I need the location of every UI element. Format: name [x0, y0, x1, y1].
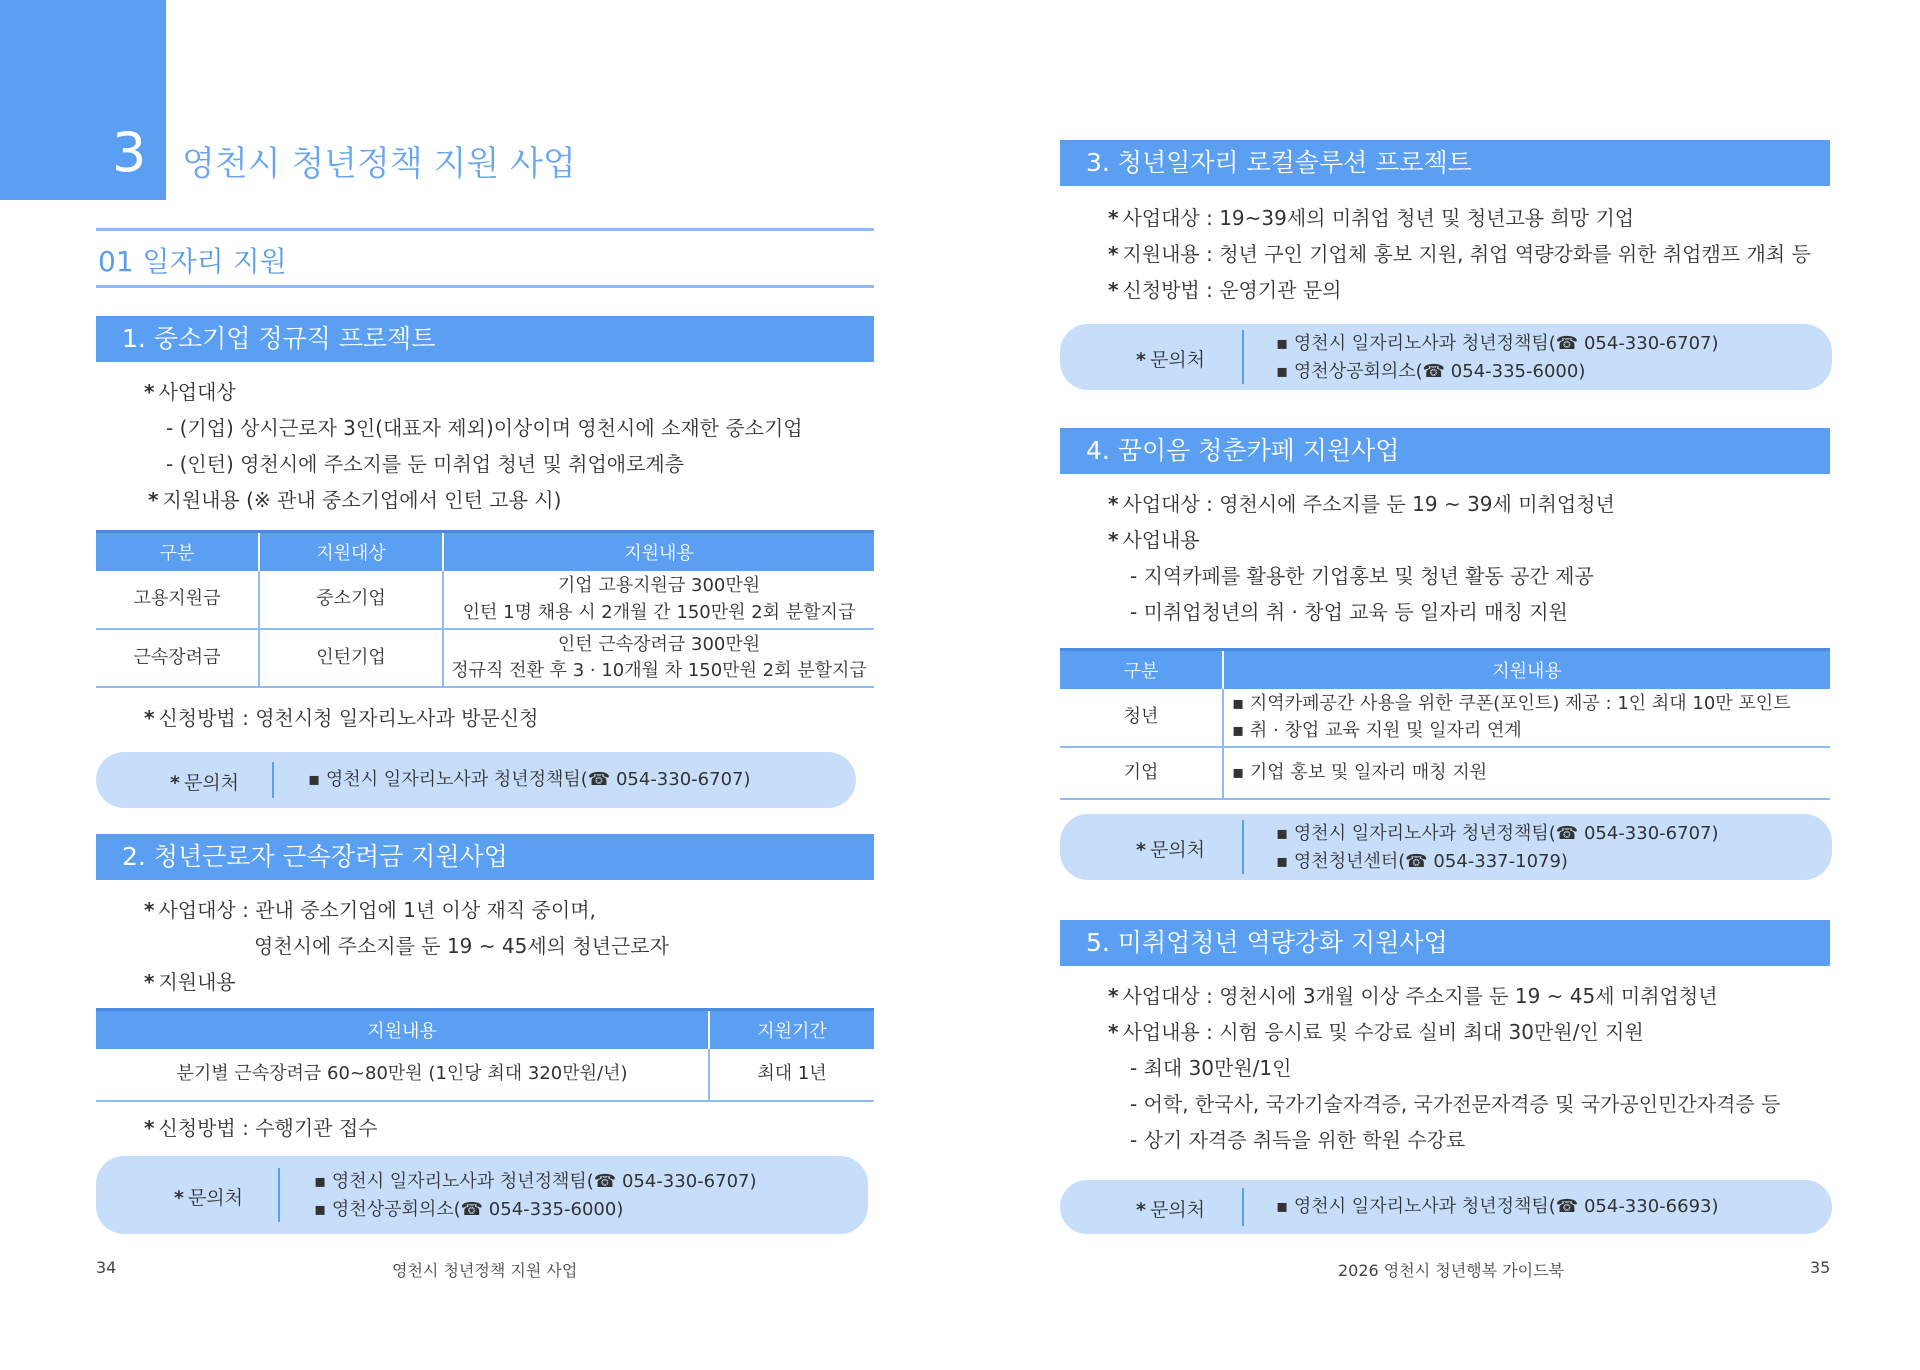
chapter-title: 영천시 청년정책 지원 사업	[182, 144, 576, 184]
table-cell: ▪ 기업 홍보 및 일자리 매칭 지원	[1223, 747, 1830, 799]
divider	[278, 1168, 280, 1222]
table-header: 지원기간	[709, 1010, 874, 1050]
contact-info: ▪ 영천시 일자리노사과 청년정책팀(☎ 054-330-6707) ▪ 영천상공회의소(☎ 054-335-6000)	[314, 1171, 757, 1220]
table-cell: 최대 1년	[709, 1049, 874, 1101]
chapter-number: 3	[112, 121, 147, 184]
contact-info: ▪ 영천시 일자리노사과 청년정책팀(☎ 054-330-6707) ▪ 영천상공회의소(☎ 054-335-6000)	[1276, 333, 1719, 382]
table-row	[1060, 689, 1830, 747]
contact-label: * 문의처	[174, 1187, 243, 1209]
contact-box	[96, 752, 856, 808]
table-header: 구분	[96, 532, 259, 572]
asterisk-icon: *	[144, 380, 155, 404]
asterisk-icon: *	[144, 898, 155, 922]
page-number: 35	[1810, 1258, 1831, 1277]
list-item: - 미취업청년의 취 · 창업 교육 등 일자리 매칭 지원	[1130, 600, 1568, 624]
asterisk-icon: *	[1108, 528, 1119, 552]
table-cell: 중소기업	[259, 571, 443, 629]
list-item: * 사업대상 : 영천시에 3개월 이상 주소지를 둔 19 ~ 45세 미취업청년	[1108, 984, 1718, 1008]
asterisk-icon: *	[1108, 984, 1119, 1008]
table-header: 지원대상	[259, 532, 443, 572]
contact-info: ▪ 영천시 일자리노사과 청년정책팀(☎ 054-330-6707)	[308, 769, 751, 790]
divider	[96, 285, 874, 288]
contact-info: ▪ 영천시 일자리노사과 청년정책팀(☎ 054-330-6693)	[1276, 1196, 1719, 1217]
list-item: * 신청방법 : 운영기관 문의	[1108, 278, 1342, 302]
table-header: 지원내용	[96, 1010, 709, 1050]
contact-box	[96, 1156, 868, 1234]
list-item: * 신청방법 : 수행기관 접수	[144, 1116, 378, 1140]
table-header: 구분	[1060, 650, 1223, 690]
table-cell: 기업 고용지원금 300만원 인턴 1명 채용 시 2개월 간 150만원 2회 분할지급	[443, 571, 874, 629]
list-item: - 상기 자격증 취득을 위한 학원 수강료	[1130, 1128, 1466, 1152]
subtitle: 01 일자리 지원	[98, 245, 287, 278]
contact-info: ▪ 영천시 일자리노사과 청년정책팀(☎ 054-330-6707) ▪ 영천청년센터(☎ 054-337-1079)	[1276, 823, 1719, 872]
list-item: * 사업내용	[1108, 528, 1200, 552]
asterisk-icon: *	[144, 970, 155, 994]
contact-box	[1060, 324, 1832, 390]
divider	[96, 228, 874, 231]
asterisk-icon: *	[148, 488, 159, 512]
list-item: * 지원내용	[144, 970, 236, 994]
table-header: 지원내용	[1223, 650, 1830, 690]
table-row	[96, 571, 874, 629]
list-item: - 어학, 한국사, 국가기술자격증, 국가전문자격증 및 국가공인민간자격증 등	[1130, 1092, 1781, 1116]
table-row	[96, 629, 874, 687]
table-row	[1060, 747, 1830, 799]
list-item: * 사업대상 : 관내 중소기업에 1년 이상 재직 중이며,	[144, 898, 596, 922]
section-3-title: 3. 청년일자리 로컬솔루션 프로젝트	[1060, 140, 1830, 186]
table-cell: 청년	[1060, 689, 1223, 747]
list-item: - 지역카페를 활용한 기업홍보 및 청년 활동 공간 제공	[1130, 564, 1594, 588]
support-table-2	[96, 1008, 874, 1102]
list-item: * 사업대상	[144, 380, 236, 404]
section-2-title: 2. 청년근로자 근속장려금 지원사업	[96, 834, 874, 880]
list-item: * 신청방법 : 영천시청 일자리노사과 방문신청	[144, 706, 539, 730]
asterisk-icon: *	[144, 1116, 155, 1140]
asterisk-icon: *	[144, 706, 155, 730]
list-item: - 최대 30만원/1인	[1130, 1056, 1292, 1080]
section-4-title: 4. 꿈이음 청춘카페 지원사업	[1060, 428, 1830, 474]
divider	[1242, 1188, 1244, 1226]
asterisk-icon: *	[1108, 1020, 1119, 1044]
list-item: * 사업내용 : 시험 응시료 및 수강료 실비 최대 30만원/인 지원	[1108, 1020, 1644, 1044]
support-table-4	[1060, 648, 1830, 800]
asterisk-icon: *	[1108, 206, 1119, 230]
footer-text: 2026 영천시 청년행복 가이드북	[1338, 1261, 1564, 1280]
list-item: * 지원내용 : 청년 구인 기업체 홍보 지원, 취업 역량강화를 위한 취업캠프 개최 등	[1108, 242, 1811, 266]
asterisk-icon: *	[1108, 278, 1119, 302]
list-item: * 사업대상 : 영천시에 주소지를 둔 19 ~ 39세 미취업청년	[1108, 492, 1615, 516]
contact-label: * 문의처	[1136, 839, 1205, 861]
table-cell: 인턴기업	[259, 629, 443, 687]
contact-box	[1060, 814, 1832, 880]
contact-label: * 문의처	[1136, 1199, 1205, 1221]
list-item: 영천시에 주소지를 둔 19 ~ 45세의 청년근로자	[254, 934, 669, 958]
list-item: * 지원내용 (※ 관내 중소기업에서 인턴 고용 시)	[148, 488, 562, 512]
list-item: - (인턴) 영천시에 주소지를 둔 미취업 청년 및 취업애로계층	[166, 452, 685, 476]
table-cell: 기업	[1060, 747, 1223, 799]
table-cell: ▪ 지역카페공간 사용을 위한 쿠폰(포인트) 제공 : 1인 최대 10만 포인트 ▪ 취 · 창업 교육 지원 및 일자리 연계	[1223, 689, 1830, 747]
table-row	[96, 1049, 874, 1101]
contact-box	[1060, 1180, 1832, 1234]
section-5-title: 5. 미취업청년 역량강화 지원사업	[1060, 920, 1830, 966]
divider	[272, 762, 274, 798]
table-cell: 고용지원금	[96, 571, 259, 629]
divider	[1242, 330, 1244, 384]
table-cell: 인턴 근속장려금 300만원 정규직 전환 후 3 · 10개월 차 150만원 2회 분할지급	[443, 629, 874, 687]
contact-label: * 문의처	[170, 772, 239, 794]
section-1-title: 1. 중소기업 정규직 프로젝트	[96, 316, 874, 362]
asterisk-icon: *	[1108, 242, 1119, 266]
contact-label: * 문의처	[1136, 349, 1205, 371]
divider	[1242, 820, 1244, 874]
support-table-1	[96, 530, 874, 688]
table-cell: 근속장려금	[96, 629, 259, 687]
list-item: - (기업) 상시근로자 3인(대표자 제외)이상이며 영천시에 소재한 중소기업	[166, 416, 803, 440]
list-item: * 사업대상 : 19~39세의 미취업 청년 및 청년고용 희망 기업	[1108, 206, 1635, 230]
footer-text: 영천시 청년정책 지원 사업	[392, 1261, 578, 1280]
table-header: 지원내용	[443, 532, 874, 572]
asterisk-icon: *	[1108, 492, 1119, 516]
page-number: 34	[96, 1258, 117, 1277]
table-cell: 분기별 근속장려금 60~80만원 (1인당 최대 320만원/년)	[96, 1049, 709, 1101]
